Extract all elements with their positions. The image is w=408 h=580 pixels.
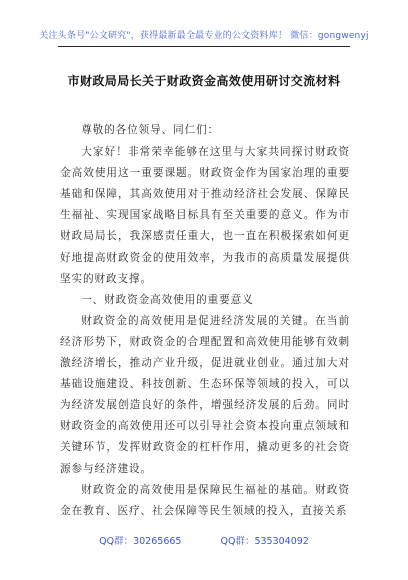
document-title: 市财政局局长关于财政资金高效使用研讨交流材料: [67, 74, 341, 88]
salutation: 尊敬的各位领导、同仁们：: [81, 124, 220, 136]
document-body: [60, 120, 350, 522]
footer-qq-group-2: QQ群：535304092: [220, 536, 309, 547]
section-heading-1: 一、财政资金高效使用的重要意义: [81, 293, 254, 306]
footer: [0, 533, 408, 547]
paragraph-livelihood: 财政资金的高效使用是保障民生福祉的基础。财政资金在教育、医疗、社会保障等民生领域的投入，直接关系: [60, 483, 350, 517]
paragraph-economic: 财政资金的高效使用是促进经济发展的关键。在当前经济形势下，财政资金的合理配置和高效使用能够有效刺激经济增长，推动产业升级，促进就业创业。通过加大对基础设施建设、科技创新、生态环保等领域的投入，可以为经济发展创造良好的条件，增强经济发展的后劲。同时财政资金的高效使用还可以引导社会资本投向重点领域和关键环节，发挥财政资金的杠杆作用，撬动更多的社会资源参与经济建设。: [60, 314, 350, 475]
header-divider: [58, 46, 350, 47]
paragraph-intro: 大家好！非常荣幸能够在这里与大家共同探讨财政资金高效使用这一重要课题。财政资金作为国家治理的重要基础和保障，其高效使用对于推动经济社会发展、保障民生福祉、实现国家战略目标具有至关重要的意义。作为市财政局局长，我深感责任重大，也一直在积极探索如何更好地提高财政资金的使用效率，为我市的高质量发展提供坚实的财政支撑。: [60, 146, 350, 285]
footer-qq-group-1: QQ群：30265665: [99, 536, 182, 547]
header-banner: 关注头条号"公文研究"，获得最新最全最专业的公文资料库！ 微信：gongwenyj: [39, 31, 369, 41]
